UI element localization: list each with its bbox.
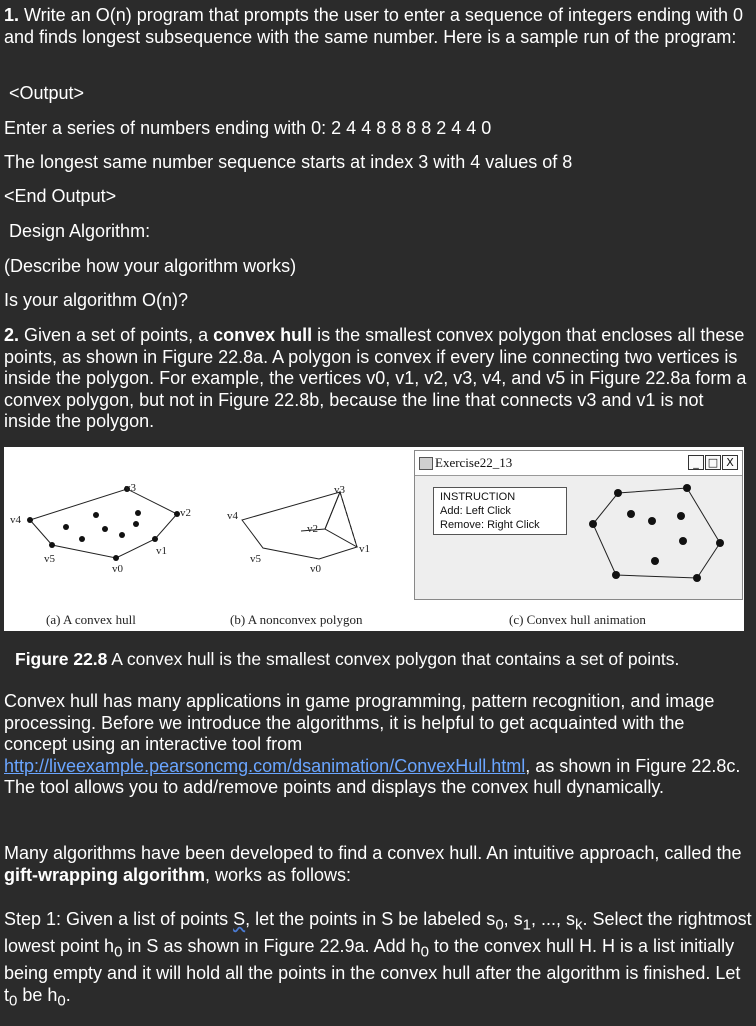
para2-text-before: Many algorithms have been developed to find a convex hull. An intuitive approach, called the — [4, 843, 742, 863]
q1-prompt — [4, 5, 752, 48]
instruction-remove: Remove: Right Click — [440, 519, 540, 531]
close-button[interactable]: X — [722, 455, 738, 470]
q1-text: Write an O(n) program that prompts the user to enter a sequence of integers ending with 0 and finds longest subsequence with the same number. Here is a sample run of the program: — [4, 5, 744, 47]
panel-a-caption: (a) A convex hull — [46, 612, 136, 627]
panel-b-label-v1: v1 — [359, 543, 370, 555]
q1-design: Design Algorithm: — [9, 221, 151, 241]
q1-question: Is your algorithm O(n)? — [4, 290, 189, 310]
figure-caption-label: Figure 22.8 — [15, 649, 108, 669]
step1-set-s: S — [233, 909, 246, 929]
panel-a-label-v4: v4 — [10, 514, 21, 526]
step1-subh3: 0 — [57, 992, 66, 1010]
para2-bold: gift-wrapping algorithm — [4, 864, 205, 885]
q2-number: 2. — [4, 325, 20, 345]
q1-describe: (Describe how your algorithm works) — [4, 256, 297, 276]
q1-output-close: <End Output> — [4, 186, 117, 206]
para1-text: Convex hull has many applications in game programming, pattern recognition, and image processing. Before we introduce the algorithms, it is helpful to get acquainted with the concept using an interactive tool from — [4, 691, 715, 754]
panel-c-caption: (c) Convex hull animation — [509, 612, 646, 627]
window-app-icon — [419, 457, 433, 470]
step1-paragraph — [4, 909, 752, 1012]
instruction-title: INSTRUCTION — [440, 491, 516, 503]
window-controls — [688, 455, 738, 470]
q1-prompt-line: Enter a series of numbers ending with 0: 2 4 4 8 8 8 8 2 4 4 0 — [4, 118, 492, 138]
step1-subh: 0 — [114, 943, 123, 961]
step1-text-h: . — [65, 984, 71, 1005]
window-title: Exercise22_13 — [435, 455, 513, 470]
step1-subk: k — [575, 916, 583, 934]
step1-text-f: to the convex hull H. H is a list initially being empty and it will hold all the points in the convex hull after the algorithm is finished. Let t — [4, 936, 741, 1005]
maximize-button[interactable]: □ — [705, 455, 721, 470]
panel-b-label-v0: v0 — [310, 563, 321, 575]
figure-panels-ab — [4, 447, 409, 631]
para1-text-after: , as shown in Figure 22.8c. The tool allows you to add/remove points and displays the convex hull dynamically. — [4, 755, 741, 797]
q2-bold-term: convex hull — [213, 325, 313, 345]
step1-comma1: , s — [503, 909, 523, 929]
step1-text-b: , let the points in S be labeled s — [245, 909, 496, 929]
q1-number: 1. — [4, 5, 20, 25]
window-titlebar[interactable] — [415, 451, 742, 476]
q1-result-line: The longest same number sequence starts at index 3 with 4 values of 8 — [4, 152, 573, 172]
para2-text-after: , works as follows: — [204, 864, 352, 885]
panel-a-label-v0: v0 — [112, 563, 123, 575]
figure-caption-text: A convex hull is the smallest convex polygon that contains a set of points. — [107, 649, 680, 669]
q1-output-open: <Output> — [9, 83, 85, 103]
q2-text-before: Given a set of points, a — [19, 325, 214, 345]
exercise-window — [414, 450, 743, 600]
q2-paragraph — [4, 325, 752, 433]
panel-b-label-v4: v4 — [227, 510, 238, 522]
panel-b-label-v5: v5 — [250, 553, 261, 565]
paragraph-gift-wrapping — [4, 843, 752, 886]
panel-b-polygon — [227, 484, 370, 575]
panel-a-label-v2: v2 — [180, 507, 191, 519]
panel-a-label-v5: v5 — [44, 553, 55, 565]
instruction-add: Add: Left Click — [440, 505, 511, 517]
step1-text-c: , ..., s — [531, 909, 576, 929]
step1-sub0: 0 — [495, 916, 504, 934]
minimize-button[interactable]: _ — [688, 455, 704, 470]
step1-text-d: . Select the rightmost lowest point h — [4, 909, 752, 957]
hull-canvas[interactable] — [415, 475, 742, 599]
paragraph-applications — [4, 691, 752, 799]
panel-b-label-v3: v3 — [334, 484, 345, 496]
panel-a-label-v3: v3 — [125, 482, 136, 494]
step1-text-a: Step 1: Given a list of points — [4, 909, 234, 929]
figure-22-8 — [4, 447, 744, 631]
figure-caption — [15, 649, 752, 671]
convex-hull-link[interactable]: http://liveexample.pearsoncmg.com/dsanimation/ConvexHull.html — [4, 755, 526, 776]
panel-b-label-v2: v2 — [307, 523, 318, 535]
panel-a-label-v1: v1 — [156, 545, 167, 557]
panel-b-caption: (b) A nonconvex polygon — [230, 612, 363, 627]
step1-subh2: 0 — [420, 943, 429, 961]
panel-a-hull — [10, 482, 191, 575]
q2-text-after: is the smallest convex polygon that encloses all these points, as shown in Figure 22.8a. A polygon is convex if every line connecting two vertices is inside the polygon. For example, the vertices v0, v1, v2, v3, v4, and v5 in Figure 22.8a form a convex polygon, but not in Figure 22.8b, because the line that connects v3 and v1 is not inside the polygon. — [4, 325, 747, 431]
step1-text-e: in S as shown in Figure 22.9a. Add h — [122, 936, 421, 957]
step1-subt: 0 — [9, 992, 18, 1010]
step1-text-g: be h — [17, 984, 58, 1005]
step1-sub1: 1 — [522, 916, 532, 934]
